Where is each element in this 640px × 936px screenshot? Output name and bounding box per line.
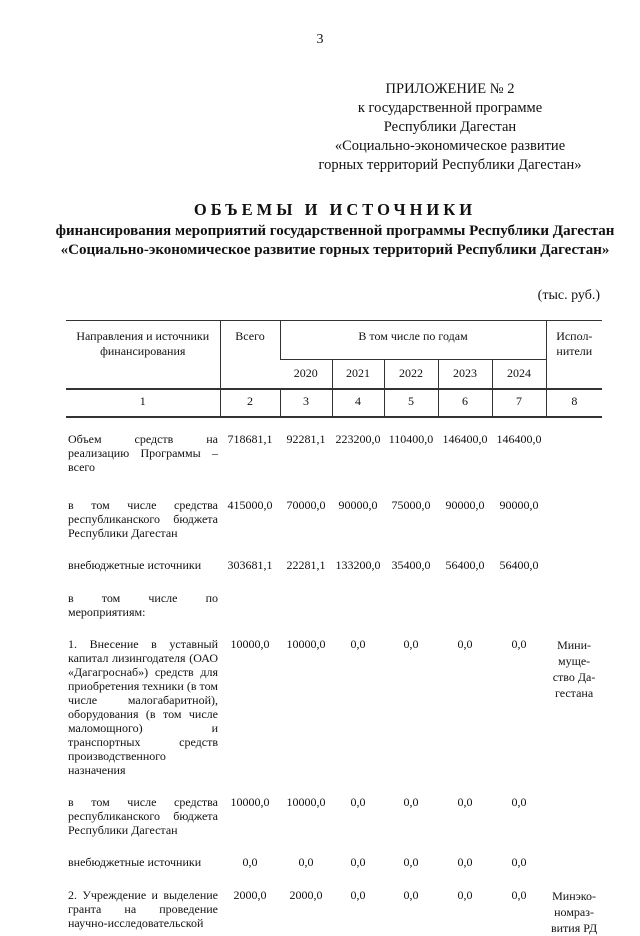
row-total: 2000,0 bbox=[233, 888, 267, 902]
row-2024: 0,0 bbox=[511, 888, 527, 902]
row-2022: 0,0 bbox=[403, 795, 419, 809]
header-year: 2021 bbox=[332, 360, 384, 390]
row-executor bbox=[546, 498, 602, 558]
units-label: (тыс. руб.) bbox=[537, 288, 600, 303]
row-2022: 0,0 bbox=[403, 888, 419, 902]
row-2024: 0,0 bbox=[511, 637, 527, 651]
row-2024: 0,0 bbox=[511, 855, 527, 869]
row-2023 bbox=[438, 591, 492, 637]
column-index: 5 bbox=[384, 389, 438, 417]
column-index-row bbox=[66, 389, 602, 417]
row-2024: 0,0 bbox=[511, 795, 527, 809]
row-2020: 2000,0 bbox=[289, 888, 323, 902]
row-2022: 75000,0 bbox=[391, 498, 431, 512]
row-2023: 0,0 bbox=[457, 637, 473, 651]
document-title bbox=[40, 200, 630, 260]
column-index: 3 bbox=[280, 389, 332, 417]
header-year: 2023 bbox=[438, 360, 492, 390]
row-2024 bbox=[492, 591, 546, 637]
row-2024: 90000,0 bbox=[499, 498, 539, 512]
row-name: 2. Учреждение и выделение гранта на проведение научно-исследовательской bbox=[68, 888, 218, 930]
row-2023: 90000,0 bbox=[445, 498, 485, 512]
row-2021: 223200,0 bbox=[335, 432, 381, 446]
table-row bbox=[66, 498, 602, 558]
title-main: ОБЪЕМЫ И ИСТОЧНИКИ bbox=[193, 200, 477, 219]
column-index: 8 bbox=[546, 389, 602, 417]
row-2020: 92281,1 bbox=[286, 432, 326, 446]
appendix-line-3: Республики Дагестан bbox=[383, 119, 517, 135]
row-2021: 0,0 bbox=[350, 637, 366, 651]
header-year: 2024 bbox=[492, 360, 546, 390]
row-2021: 90000,0 bbox=[338, 498, 378, 512]
table-row bbox=[66, 591, 602, 637]
row-2020: 0,0 bbox=[298, 855, 314, 869]
row-name: в том числе по мероприятиям: bbox=[68, 591, 218, 619]
header-total: Всего bbox=[220, 321, 280, 390]
table-row bbox=[66, 417, 602, 498]
row-2022: 0,0 bbox=[403, 637, 419, 651]
row-2022: 0,0 bbox=[403, 855, 419, 869]
appendix-line-1: ПРИЛОЖЕНИЕ № 2 bbox=[385, 81, 515, 97]
header-by-years: В том числе по годам bbox=[280, 321, 546, 360]
row-2021: 0,0 bbox=[350, 795, 366, 809]
appendix-line-4: «Социально-экономическое развитие bbox=[334, 138, 566, 154]
row-name: 1. Внесение в уставный капитал лизингодателя (ОАО «Дагагроснаб») средств для приобретения техники (в том числе малогабаритной), оборудования (в том числе маломощного) и транспортных средств производственного назначения bbox=[68, 637, 218, 777]
row-2023: 0,0 bbox=[457, 795, 473, 809]
row-2020: 22281,1 bbox=[286, 558, 326, 572]
row-name: Объем средств на реализацию Программы – всего bbox=[68, 432, 218, 474]
title-subtitle: финансирования мероприятий государственной программы Республики Дагестан «Социально-экономическое развитие горных территорий Республики Дагестан» bbox=[55, 223, 615, 258]
row-total bbox=[220, 591, 280, 637]
row-executor bbox=[546, 591, 602, 637]
row-name: в том числе средства республиканского бюджета Республики Дагестан bbox=[68, 795, 218, 837]
funding-table bbox=[66, 320, 602, 936]
table-row bbox=[66, 795, 602, 855]
column-index: 4 bbox=[332, 389, 384, 417]
row-total: 10000,0 bbox=[230, 637, 270, 651]
row-2022 bbox=[384, 591, 438, 637]
row-total: 10000,0 bbox=[230, 795, 270, 809]
column-index: 7 bbox=[492, 389, 546, 417]
row-executor bbox=[546, 855, 602, 888]
row-2020: 10000,0 bbox=[286, 637, 326, 651]
row-2021: 133200,0 bbox=[335, 558, 381, 572]
row-name: внебюджетные источники bbox=[68, 558, 202, 572]
header-executors: Испол-нители bbox=[546, 321, 602, 390]
row-2020: 10000,0 bbox=[286, 795, 326, 809]
row-2023: 0,0 bbox=[457, 855, 473, 869]
row-2024: 146400,0 bbox=[496, 432, 542, 446]
row-2022: 110400,0 bbox=[388, 432, 434, 446]
row-total: 718681,1 bbox=[227, 432, 273, 446]
row-executor bbox=[546, 795, 602, 855]
row-name: в том числе средства республиканского бюджета Республики Дагестан bbox=[68, 498, 218, 540]
row-2022: 35400,0 bbox=[391, 558, 431, 572]
appendix-line-5: горных территорий Республики Дагестан» bbox=[318, 157, 582, 173]
header-year: 2020 bbox=[280, 360, 332, 390]
column-index: 2 bbox=[220, 389, 280, 417]
row-2021 bbox=[332, 591, 384, 637]
row-executor bbox=[546, 417, 602, 498]
appendix-line-2: к государственной программе bbox=[357, 100, 543, 116]
row-total: 415000,0 bbox=[227, 498, 273, 512]
row-total: 0,0 bbox=[242, 855, 258, 869]
column-index: 1 bbox=[66, 389, 220, 417]
row-2021: 0,0 bbox=[350, 855, 366, 869]
table-row bbox=[66, 855, 602, 888]
header-direction: Направления и источники финансирования bbox=[66, 321, 220, 390]
row-executor: Минэко-номраз-вития РД bbox=[550, 889, 598, 935]
table-row bbox=[66, 637, 602, 795]
page-number: 3 bbox=[316, 32, 324, 47]
row-2023: 0,0 bbox=[457, 888, 473, 902]
row-2023: 56400,0 bbox=[445, 558, 485, 572]
row-executor: Мини-муще-ство Да-гестана bbox=[552, 638, 596, 700]
row-name: внебюджетные источники bbox=[68, 855, 202, 869]
row-total: 303681,1 bbox=[227, 558, 273, 572]
row-2023: 146400,0 bbox=[442, 432, 488, 446]
appendix-header bbox=[300, 80, 600, 175]
column-index: 6 bbox=[438, 389, 492, 417]
row-2020: 70000,0 bbox=[286, 498, 326, 512]
row-2024: 56400,0 bbox=[499, 558, 539, 572]
row-2020 bbox=[280, 591, 332, 637]
row-2021: 0,0 bbox=[350, 888, 366, 902]
header-year: 2022 bbox=[384, 360, 438, 390]
table-row bbox=[66, 558, 602, 591]
row-executor bbox=[546, 558, 602, 591]
table-row bbox=[66, 888, 602, 936]
